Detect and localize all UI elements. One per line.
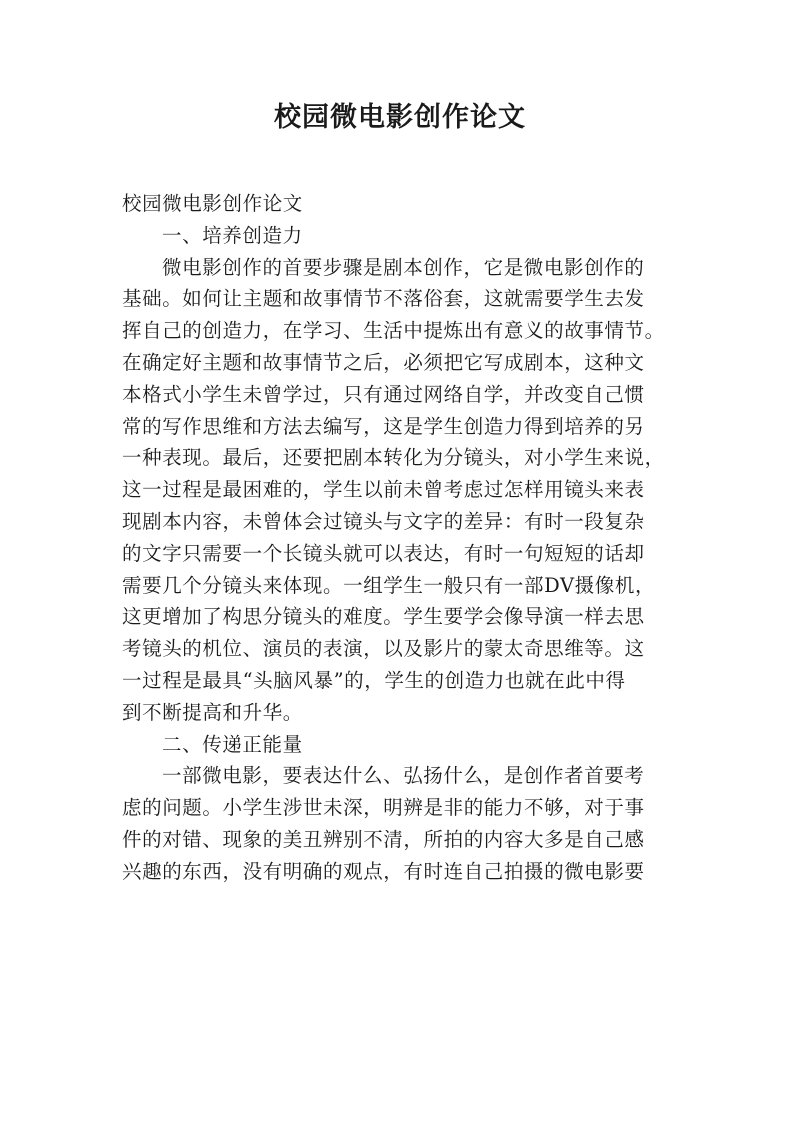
- body-line: 兴趣的东西，没有明确的观点，有时连自己拍摄的微电影要: [122, 859, 645, 883]
- body-line: 需要几个分镜头来体现。一组学生一般只有一部DV摄像机，: [122, 573, 656, 597]
- body-line: 校园微电影创作论文: [122, 192, 303, 215]
- body-line: 微电影创作的首要步骤是剧本创作，它是微电影创作的: [162, 255, 645, 279]
- body-line: 虑的问题。小学生涉世未深，明辨是非的能力不够，对于事: [122, 796, 645, 820]
- body-line: 常的写作思维和方法去编写，这是学生创造力得到培养的另: [122, 414, 645, 438]
- section-heading: 二、传递正能量: [162, 732, 303, 756]
- body-line: 件的对错、现象的美丑辨别不清，所拍的内容大多是自己感: [122, 827, 645, 851]
- body-line: 基础。如何让主题和故事情节不落俗套，这就需要学生去发: [122, 287, 645, 311]
- body-line: 本格式小学生未曾学过，只有通过网络自学，并改变自己惯: [122, 382, 645, 406]
- body-line: 考镜头的机位、演员的表演，以及影片的蒙太奇思维等。这: [122, 637, 645, 661]
- body-line: 挥自己的创造力，在学习、生活中提炼出有意义的故事情节。: [122, 319, 665, 343]
- body-line: 一种表现。最后，还要把剧本转化为分镜头，对小学生来说，: [122, 446, 665, 470]
- body-line: 的文字只需要一个长镜头就可以表达，有时一句短短的话却: [122, 541, 645, 565]
- body-line: 到不断提高和升华。: [122, 700, 303, 724]
- document-title: 校园微电影创作论文: [274, 102, 526, 133]
- section-heading: 一、培养创造力: [162, 223, 303, 247]
- body-line: 这一过程是最困难的，学生以前未曾考虑过怎样用镜头来表: [122, 478, 645, 502]
- body-line: 一部微电影，要表达什么、弘扬什么，是创作者首要考: [162, 764, 645, 788]
- body-line: 这更增加了构思分镜头的难度。学生要学会像导演一样去思: [122, 605, 645, 629]
- body-line: 在确定好主题和故事情节之后，必须把它写成剧本，这种文: [122, 350, 645, 374]
- body-line: 现剧本内容，未曾体会过镜头与文字的差异：有时一段复杂: [122, 509, 645, 533]
- body-line: 一过程是最具“头脑风暴”的，学生的创造力也就在此中得: [122, 668, 626, 692]
- document-body: [122, 188, 682, 888]
